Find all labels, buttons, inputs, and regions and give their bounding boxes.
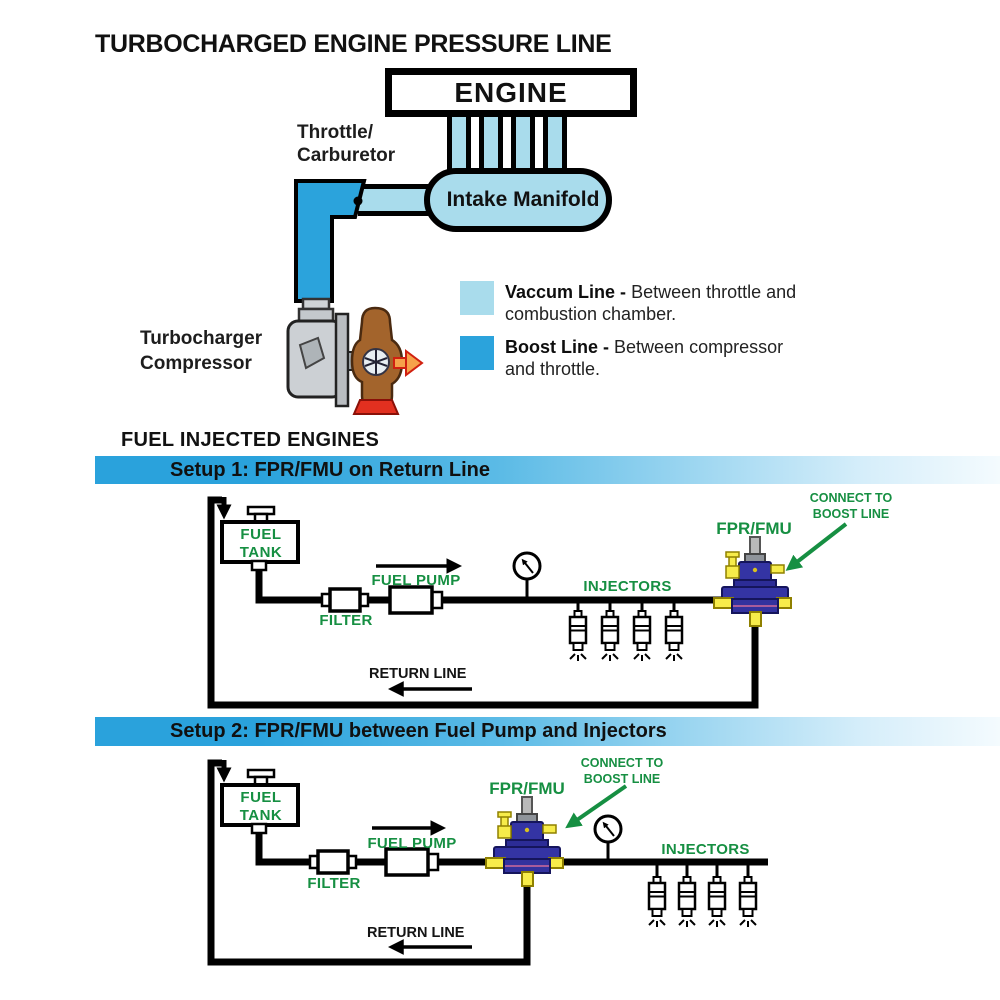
injector — [649, 864, 665, 927]
fpr-fmu-device — [486, 797, 563, 886]
filter-label: FILTER — [319, 612, 373, 629]
page-title: TURBOCHARGED ENGINE PRESSURE LINE — [95, 30, 612, 58]
throttle-label: Throttle/ Carburetor — [297, 122, 396, 166]
boost-connect-arrow — [797, 524, 846, 562]
engine-box — [385, 68, 637, 117]
boost-pipe — [296, 181, 364, 301]
injector-rail — [570, 602, 682, 661]
pressure-gauge — [514, 553, 540, 600]
vacuum-line-swatch — [460, 281, 494, 315]
boost-line-turbo-figure — [270, 170, 440, 420]
injector — [679, 864, 695, 927]
fpr-fmu-device — [714, 537, 791, 626]
throttle-plate — [354, 197, 363, 206]
connect-note: CONNECT TO BOOST LINE — [580, 756, 664, 786]
fuel-filter — [310, 851, 356, 873]
injector-rail — [649, 864, 756, 927]
fpr-fmu-label: FPR/FMU — [716, 519, 792, 538]
vacuum-line-description: Between throttle and combustion chamber. — [505, 282, 797, 324]
injector — [602, 602, 618, 661]
injector — [709, 864, 725, 927]
manifold-runner — [543, 110, 567, 174]
pressure-gauge — [595, 816, 621, 862]
exhaust-flare — [354, 400, 398, 414]
intake-manifold — [424, 168, 612, 232]
fuel-filter — [322, 589, 368, 611]
manifold-runner — [447, 110, 471, 174]
manifold-runner — [479, 110, 503, 174]
boost-line-legend — [505, 336, 815, 380]
fuel-pump-label: FUEL PUMP — [371, 572, 461, 589]
boost-line-description: Between compressor and throttle. — [505, 337, 784, 379]
return-line-label: RETURN LINE — [367, 925, 465, 941]
setup1-banner-label: Setup 1: FPR/FMU on Return Line — [170, 458, 490, 481]
filter-label: FILTER — [307, 875, 361, 892]
fuel-tank-label: FUEL TANK — [239, 526, 283, 561]
injector — [634, 602, 650, 661]
turbocharger-label: Turbocharger Compressor — [140, 328, 263, 374]
fpr-fmu-label: FPR/FMU — [489, 779, 565, 798]
setup2-banner — [95, 717, 1000, 746]
injector — [740, 864, 756, 927]
injectors-label: INJECTORS — [583, 578, 672, 595]
fuel-tank-label: FUEL TANK — [239, 789, 283, 824]
injector — [666, 602, 682, 661]
turbocharger-graphic — [288, 299, 422, 414]
setup2-banner-label: Setup 2: FPR/FMU between Fuel Pump and Injectors — [170, 720, 667, 742]
vacuum-line-legend — [505, 281, 815, 325]
engine-label: ENGINE — [454, 76, 568, 108]
vacuum-line-term: Vaccum Line - — [505, 282, 627, 302]
boost-line-term: Boost Line - — [505, 337, 609, 357]
manifold-runner — [511, 110, 535, 174]
fuel-pump-label: FUEL PUMP — [367, 835, 457, 852]
section-heading: FUEL INJECTED ENGINES — [121, 429, 380, 451]
injectors-label: INJECTORS — [661, 841, 750, 858]
injector — [570, 602, 586, 661]
setup1-banner — [95, 456, 1000, 484]
intake-manifold-label: Intake Manifold — [446, 188, 600, 211]
return-line-label: RETURN LINE — [369, 666, 467, 682]
boost-connect-arrow — [577, 786, 626, 820]
connect-note: CONNECT TO BOOST LINE — [809, 491, 893, 521]
boost-line-swatch — [460, 336, 494, 370]
